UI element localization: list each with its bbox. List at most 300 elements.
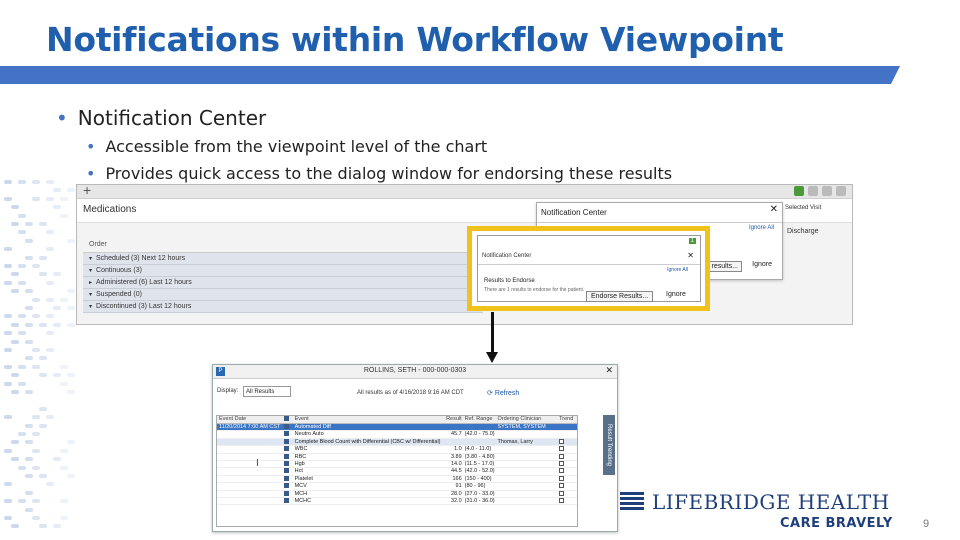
checkbox-icon[interactable] bbox=[284, 476, 289, 481]
decorative-dot bbox=[25, 440, 33, 444]
decorative-dot bbox=[32, 432, 40, 436]
decorative-dot bbox=[46, 314, 54, 318]
decorative-dot bbox=[25, 256, 33, 260]
page-number: 9 bbox=[923, 518, 930, 530]
cell-trend bbox=[559, 424, 577, 430]
cell-trend bbox=[559, 446, 577, 452]
checkbox-icon[interactable] bbox=[284, 461, 289, 466]
arrow-line bbox=[491, 312, 494, 354]
checkbox-icon[interactable] bbox=[284, 424, 289, 429]
decorative-dot bbox=[4, 516, 12, 520]
decorative-dot bbox=[32, 197, 40, 201]
decorative-dot bbox=[32, 449, 40, 453]
cell-event-date bbox=[217, 439, 281, 445]
zoom-notification-center bbox=[477, 235, 701, 302]
decorative-dot bbox=[46, 197, 54, 201]
decorative-dot bbox=[4, 499, 12, 503]
cell-checkbox bbox=[281, 446, 293, 452]
cell-ref-range: (150 - 400) bbox=[464, 475, 492, 482]
column-header-checkbox[interactable] bbox=[281, 416, 293, 423]
cell-result: 28.0 bbox=[450, 490, 462, 497]
cell-ordering-clinician bbox=[497, 468, 559, 474]
decorative-dot bbox=[4, 314, 12, 318]
trend-checkbox[interactable] bbox=[559, 461, 564, 466]
cell-event: Complete Blood Count with Differential (CBC w/ Differential) bbox=[294, 438, 441, 445]
cell-ref-range: (11.5 - 17.0) bbox=[464, 460, 495, 467]
results-grid bbox=[216, 415, 578, 527]
decorative-dot bbox=[4, 415, 12, 419]
decorative-dot bbox=[25, 356, 33, 360]
decorative-dot bbox=[18, 214, 26, 218]
toolbar-icons bbox=[794, 186, 846, 196]
decorative-dot bbox=[25, 340, 33, 344]
cell-ref-range bbox=[465, 439, 498, 445]
order-list bbox=[83, 241, 483, 313]
cell-event: MCHC bbox=[294, 497, 312, 504]
cell-ordering-clinician bbox=[497, 491, 559, 497]
column-header[interactable]: Event bbox=[294, 416, 309, 422]
decorative-dot bbox=[18, 230, 26, 234]
cell-trend bbox=[559, 461, 577, 467]
cell-result: 14.0 bbox=[450, 460, 462, 467]
cell-trend bbox=[559, 491, 577, 497]
divider bbox=[478, 264, 700, 265]
table-row[interactable] bbox=[217, 491, 577, 498]
cell-event-date bbox=[217, 454, 281, 460]
decorative-dot bbox=[46, 482, 54, 486]
decorative-dot bbox=[4, 331, 12, 335]
decorative-dot bbox=[18, 365, 26, 369]
logo-text: LIFEBRIDGE HEALTH bbox=[652, 490, 890, 514]
cell-ordering-clinician bbox=[497, 483, 559, 489]
ignore-all-link[interactable]: Ignore All bbox=[667, 267, 688, 273]
decorative-dot bbox=[53, 188, 61, 192]
arrow-down-icon bbox=[486, 352, 498, 363]
ignore-link[interactable]: Ignore bbox=[752, 261, 772, 268]
notification-center-title bbox=[537, 203, 782, 223]
decorative-dot bbox=[53, 373, 61, 377]
decorative-dot bbox=[18, 466, 26, 470]
ignore-link[interactable]: Ignore bbox=[666, 291, 686, 298]
decorative-dot bbox=[39, 256, 47, 260]
order-row[interactable] bbox=[83, 289, 483, 301]
decorative-dot bbox=[46, 415, 54, 419]
logo-mark-icon bbox=[620, 492, 644, 512]
decorative-dot bbox=[32, 365, 40, 369]
cell-result: 166 bbox=[452, 475, 462, 482]
cell-ordering-clinician bbox=[497, 431, 559, 437]
cell-checkbox bbox=[281, 439, 293, 445]
decorative-dot bbox=[11, 373, 19, 377]
cell-ref-range: (27.0 - 33.0) bbox=[464, 490, 495, 497]
cell-event: MCV bbox=[294, 483, 307, 490]
checkbox-icon[interactable] bbox=[284, 491, 289, 496]
decorative-dot bbox=[39, 356, 47, 360]
cell-event-date bbox=[217, 468, 281, 474]
decorative-dot bbox=[46, 298, 54, 302]
endorse-results-button[interactable]: Endorse Results... bbox=[586, 291, 653, 302]
trend-checkbox[interactable] bbox=[559, 498, 564, 503]
mouse-cursor-icon: I bbox=[256, 458, 259, 469]
decorative-dot bbox=[11, 524, 19, 528]
decorative-dot bbox=[67, 239, 75, 243]
cell-event: Automated Diff bbox=[294, 424, 331, 430]
cell-result: 91 bbox=[455, 483, 462, 490]
decorative-dot bbox=[32, 298, 40, 302]
table-row[interactable] bbox=[217, 424, 577, 431]
expand-icon: ▾ bbox=[89, 304, 93, 310]
decorative-dot bbox=[25, 474, 33, 478]
decorative-dot bbox=[18, 331, 26, 335]
checkbox-icon[interactable] bbox=[284, 498, 289, 503]
column-header[interactable]: Trend bbox=[559, 416, 574, 422]
cell-event: Hgb bbox=[294, 460, 305, 467]
expand-icon: ▾ bbox=[89, 256, 93, 262]
cell-checkbox bbox=[281, 483, 293, 489]
column-header[interactable]: Event Date bbox=[219, 416, 247, 422]
decorative-dot bbox=[11, 272, 19, 276]
add-icon[interactable]: + bbox=[83, 182, 92, 198]
cell-ref-range: (31.0 - 36.0) bbox=[464, 497, 495, 504]
tab-selected-visit[interactable]: Selected Visit bbox=[785, 205, 822, 211]
cell-event: Platelet bbox=[294, 475, 313, 482]
decorative-dot bbox=[60, 197, 68, 201]
decorative-dot bbox=[25, 508, 33, 512]
decorative-dot bbox=[4, 449, 12, 453]
checkbox-icon[interactable] bbox=[284, 468, 289, 473]
results-as-of: All results as of 4/16/2018 9:16 AM CDT bbox=[357, 390, 464, 396]
cell-event: MCH bbox=[294, 490, 308, 497]
checkbox-icon[interactable] bbox=[284, 483, 289, 488]
cell-trend bbox=[559, 439, 577, 445]
cell-ordering-clinician bbox=[497, 461, 559, 467]
decorative-dot bbox=[46, 281, 54, 285]
decorative-dot bbox=[46, 247, 54, 251]
cell-trend bbox=[559, 483, 577, 489]
decorative-dot bbox=[18, 264, 26, 268]
decorative-dot bbox=[46, 180, 54, 184]
display-select[interactable]: All Results bbox=[243, 386, 291, 397]
trend-checkbox[interactable] bbox=[559, 454, 564, 459]
column-header[interactable]: Ref. Range bbox=[464, 416, 493, 422]
decorative-dot bbox=[25, 390, 33, 394]
cell-event-date: 11/20/2014 7:00 AM CST bbox=[219, 424, 281, 430]
slide-title: Notifications within Workflow Viewpoint bbox=[46, 20, 784, 59]
decorative-dot bbox=[53, 457, 61, 461]
cell-ordering-clinician bbox=[497, 454, 559, 460]
checkbox-icon[interactable] bbox=[284, 446, 289, 451]
results-to-endorse-label: Results to Endorse bbox=[484, 278, 535, 284]
title-underline-bar bbox=[0, 66, 900, 84]
cell-ref-range: (80 - 96) bbox=[464, 483, 486, 490]
trend-checkbox[interactable] bbox=[559, 491, 564, 496]
decorative-dot bbox=[4, 264, 12, 268]
cell-result: 45.7 bbox=[450, 431, 462, 438]
cell-trend bbox=[559, 476, 577, 482]
cell-result: 1.0 bbox=[454, 446, 462, 453]
checkbox-icon[interactable] bbox=[284, 454, 289, 459]
decorative-dot bbox=[53, 306, 61, 310]
table-row[interactable] bbox=[217, 461, 577, 468]
zoom-icons bbox=[689, 238, 696, 244]
cell-ordering-clinician bbox=[497, 446, 559, 452]
decorative-dot bbox=[67, 390, 75, 394]
decorative-dot bbox=[18, 432, 26, 436]
decorative-dot bbox=[53, 323, 61, 327]
message-icon[interactable] bbox=[808, 186, 818, 196]
cell-checkbox bbox=[281, 461, 293, 467]
endorse-note: There are 1 results to endorse for the patient. bbox=[484, 287, 585, 293]
trend-checkbox[interactable] bbox=[559, 483, 564, 488]
inbox-icon[interactable] bbox=[822, 186, 832, 196]
refresh-icon: ⟳ bbox=[487, 390, 495, 397]
decorative-dot bbox=[67, 474, 75, 478]
tagline: CARE BRAVELY bbox=[780, 516, 893, 531]
decorative-dot bbox=[60, 466, 68, 470]
decorative-dot bbox=[11, 390, 19, 394]
medications-toolbar bbox=[77, 182, 852, 199]
order-row-label: Suspended (0) bbox=[96, 291, 142, 298]
table-row[interactable] bbox=[217, 468, 577, 475]
table-row[interactable] bbox=[217, 446, 577, 453]
trend-checkbox[interactable] bbox=[559, 446, 564, 451]
notification-icon[interactable]: 1 bbox=[690, 238, 694, 244]
decorative-dot bbox=[25, 491, 33, 495]
decorative-dot bbox=[25, 222, 33, 226]
decorative-dot bbox=[60, 298, 68, 302]
order-row-label: Discontinued (3) Last 12 hours bbox=[96, 303, 192, 310]
decorative-dot bbox=[25, 239, 33, 243]
trend-checkbox[interactable] bbox=[559, 439, 564, 444]
cell-ref-range bbox=[465, 424, 498, 430]
order-row-label: Administered (6) Last 12 hours bbox=[96, 279, 192, 286]
visit-tabs bbox=[785, 205, 825, 211]
cell-result bbox=[445, 424, 465, 430]
decorative-dot bbox=[60, 382, 68, 386]
decorative-dot bbox=[53, 524, 61, 528]
decorative-dot bbox=[25, 289, 33, 293]
cell-event-date bbox=[217, 476, 281, 482]
cell-event-date bbox=[217, 431, 281, 437]
decorative-dot bbox=[4, 180, 12, 184]
table-row[interactable] bbox=[217, 476, 577, 483]
results-button[interactable]: results... bbox=[708, 261, 742, 272]
column-header[interactable]: Ordering Clinician bbox=[497, 416, 542, 422]
bullet-dot-icon: • bbox=[56, 106, 68, 130]
decorative-dot bbox=[60, 516, 68, 520]
decorative-dot bbox=[25, 323, 33, 327]
table-row[interactable] bbox=[217, 483, 577, 490]
cell-result: 32.0 bbox=[450, 497, 462, 504]
cell-event: Hct bbox=[294, 468, 303, 475]
notification-center-title-text: Notification Center bbox=[541, 208, 607, 217]
cell-trend bbox=[559, 498, 577, 504]
zoom-title: Notification Center bbox=[482, 253, 532, 259]
decorative-dot bbox=[11, 289, 19, 293]
bullet-sub-1-text: Accessible from the viewpoint level of the chart bbox=[105, 137, 488, 156]
ignore-all-link[interactable]: Ignore All bbox=[748, 225, 774, 231]
cell-ordering-clinician bbox=[497, 476, 559, 482]
decorative-dot bbox=[39, 272, 47, 276]
decorative-dot bbox=[32, 516, 40, 520]
bullet-main bbox=[56, 106, 266, 130]
cell-event-date bbox=[217, 446, 281, 452]
cell-ref-range: (42.0 - 75.0) bbox=[464, 431, 495, 438]
order-row[interactable] bbox=[83, 253, 483, 265]
decorative-dot bbox=[67, 440, 75, 444]
order-header: Order bbox=[83, 241, 483, 253]
grid-body bbox=[217, 424, 577, 505]
decorative-dot bbox=[60, 499, 68, 503]
refresh-button[interactable] bbox=[487, 389, 519, 397]
table-row[interactable] bbox=[217, 498, 577, 505]
decorative-dot bbox=[11, 440, 19, 444]
decorative-dot bbox=[18, 382, 26, 386]
bullet-sub-1 bbox=[86, 137, 487, 156]
table-row[interactable] bbox=[217, 454, 577, 461]
decorative-dot bbox=[4, 482, 12, 486]
decorative-dot bbox=[32, 264, 40, 268]
decorative-dot bbox=[39, 222, 47, 226]
cell-result bbox=[445, 439, 465, 445]
result-trending-tab[interactable]: Result Trending bbox=[603, 415, 615, 475]
medications-header: Medications bbox=[77, 199, 852, 223]
decorative-dot bbox=[67, 289, 75, 293]
cell-result: 44.5 bbox=[450, 468, 462, 475]
cell-ordering-clinician: Thomas, Larry bbox=[497, 438, 533, 445]
checkbox-icon[interactable] bbox=[284, 431, 289, 436]
decorative-dot bbox=[4, 365, 12, 369]
cell-ordering-clinician: SYSTEM, SYSTEM bbox=[497, 424, 546, 430]
decorative-dot bbox=[60, 449, 68, 453]
decorative-dot bbox=[18, 180, 26, 184]
dialog-title: ROLLINS, SETH - 000-000-0303 bbox=[363, 367, 467, 374]
decorative-dot bbox=[67, 306, 75, 310]
decorative-dot bbox=[67, 373, 75, 377]
order-row-label: Continuous (3) bbox=[96, 267, 142, 274]
order-row[interactable] bbox=[83, 277, 483, 289]
close-icon[interactable]: ✕ bbox=[769, 204, 778, 215]
cell-ordering-clinician bbox=[497, 498, 559, 504]
decorative-dot bbox=[39, 424, 47, 428]
notification-icon[interactable] bbox=[794, 186, 804, 196]
decorative-dot bbox=[18, 281, 26, 285]
decorative-dot bbox=[25, 424, 33, 428]
bullet-main-text: Notification Center bbox=[77, 106, 267, 130]
decorative-dot bbox=[11, 340, 19, 344]
cell-event-date bbox=[217, 483, 281, 489]
decorative-dot bbox=[25, 306, 33, 310]
decorative-dot bbox=[4, 348, 12, 352]
decorative-dot bbox=[18, 499, 26, 503]
close-icon[interactable]: ✕ bbox=[605, 365, 613, 375]
medications-screenshot bbox=[76, 184, 853, 325]
decorative-dot bbox=[46, 348, 54, 352]
decorative-dot bbox=[18, 314, 26, 318]
checkbox-icon[interactable] bbox=[284, 439, 289, 444]
close-icon[interactable]: ✕ bbox=[687, 251, 694, 260]
cell-ref-range: (3.80 - 4.80) bbox=[464, 453, 495, 460]
cell-ref-range: (42.0 - 52.0) bbox=[464, 468, 495, 475]
cell-ref-range: (4.0 - 11.0) bbox=[464, 446, 492, 453]
cell-trend bbox=[559, 454, 577, 460]
app-icon: P bbox=[216, 367, 225, 376]
cell-trend bbox=[559, 431, 577, 437]
grid-header bbox=[217, 416, 577, 424]
zoom-callout bbox=[467, 226, 710, 311]
bullet-dot-icon: • bbox=[86, 137, 96, 156]
cell-result: 3.89 bbox=[450, 453, 462, 460]
decorative-dot bbox=[46, 230, 54, 234]
trend-checkbox[interactable] bbox=[559, 476, 564, 481]
cell-checkbox bbox=[281, 498, 293, 504]
refresh-label: Refresh bbox=[494, 390, 520, 397]
decorative-dot bbox=[4, 197, 12, 201]
decorative-dot bbox=[67, 323, 75, 327]
decorative-dot bbox=[60, 365, 68, 369]
decorative-dot bbox=[53, 205, 61, 209]
cell-event: Neutro Auto bbox=[294, 431, 324, 438]
expand-icon: ▸ bbox=[89, 280, 93, 286]
expand-icon: ▾ bbox=[89, 292, 93, 298]
decorative-dot bbox=[39, 524, 47, 528]
decorative-dot bbox=[11, 457, 19, 461]
decorative-dot bbox=[46, 331, 54, 335]
decorative-dot bbox=[32, 180, 40, 184]
order-row[interactable] bbox=[83, 301, 483, 313]
decorative-dot bbox=[67, 188, 75, 192]
order-row-label: Scheduled (3) Next 12 hours bbox=[96, 255, 186, 262]
decorative-dot bbox=[32, 415, 40, 419]
decorative-dot bbox=[32, 314, 40, 318]
decorative-dot bbox=[11, 222, 19, 226]
decorative-dot bbox=[25, 457, 33, 461]
cell-event-date bbox=[217, 461, 281, 467]
results-dialog bbox=[212, 364, 618, 532]
cell-checkbox bbox=[281, 476, 293, 482]
decorative-dot bbox=[11, 323, 19, 327]
decorative-dot bbox=[4, 382, 12, 386]
cell-checkbox bbox=[281, 424, 293, 430]
order-row[interactable] bbox=[83, 265, 483, 277]
column-header[interactable]: Result bbox=[446, 416, 462, 422]
discharge-link[interactable]: Discharge bbox=[787, 228, 819, 235]
expand-icon: ▾ bbox=[89, 268, 93, 274]
cell-checkbox bbox=[281, 468, 293, 474]
decorative-dot bbox=[39, 407, 47, 411]
alert-icon[interactable] bbox=[836, 186, 846, 196]
decorative-dot bbox=[39, 474, 47, 478]
dialog-titlebar bbox=[213, 365, 617, 379]
decorative-dot bbox=[4, 281, 12, 285]
table-row[interactable] bbox=[217, 431, 577, 438]
cell-trend bbox=[559, 468, 577, 474]
cell-event-date bbox=[217, 498, 281, 504]
decorative-dot bbox=[39, 373, 47, 377]
decorative-dot bbox=[32, 499, 40, 503]
decorative-dot bbox=[32, 466, 40, 470]
bullet-dot-icon: • bbox=[86, 164, 96, 183]
cell-checkbox bbox=[281, 491, 293, 497]
trend-checkbox[interactable] bbox=[559, 468, 564, 473]
decorative-dot bbox=[53, 272, 61, 276]
cell-event: WBC bbox=[294, 446, 308, 453]
checkbox-icon bbox=[284, 416, 289, 421]
decorative-dot bbox=[4, 247, 12, 251]
decorative-dot bbox=[32, 348, 40, 352]
table-row[interactable] bbox=[217, 439, 577, 446]
decorative-dot bbox=[60, 214, 68, 218]
